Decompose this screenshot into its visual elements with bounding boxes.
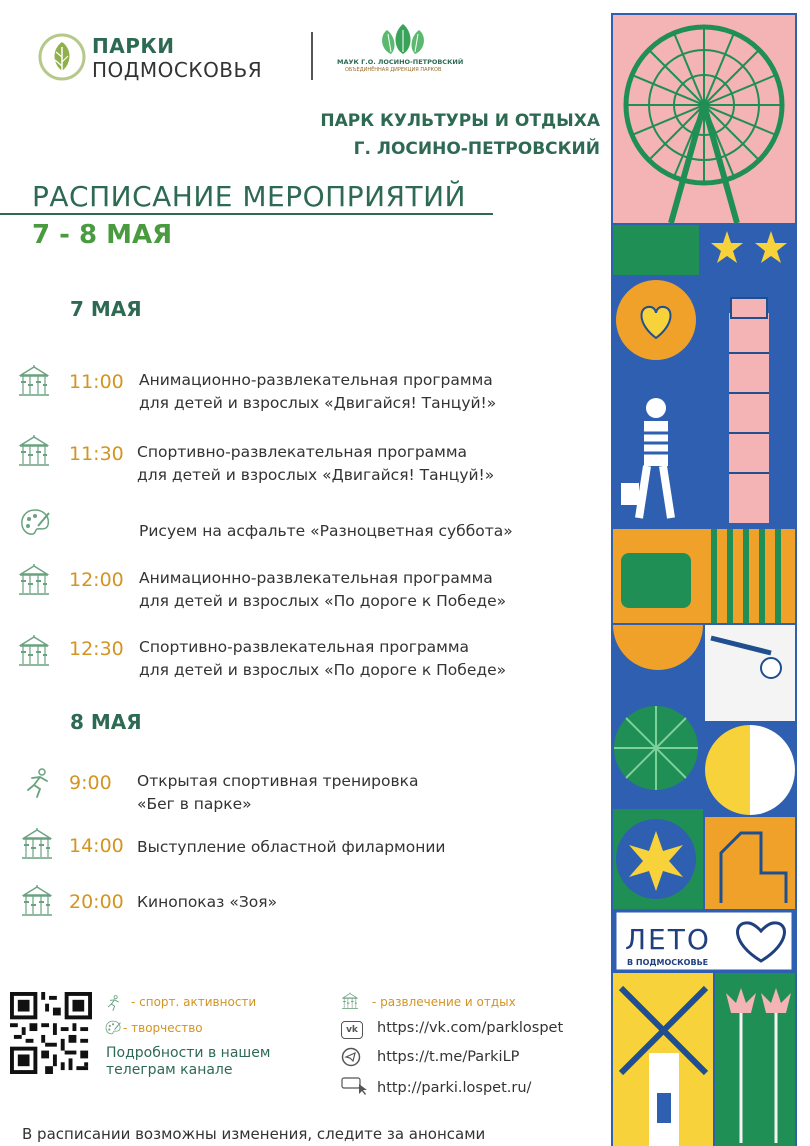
event-description [137,836,446,859]
carousel-icon [341,992,359,1010]
event-time: 12:30 [69,638,124,660]
park-name-line1: ПАРК КУЛЬТУРЫ И ОТДЫХА [320,111,600,131]
event-time: 9:00 [69,772,112,794]
event-line1: Спортивно-развлекательная программа [139,638,470,656]
event-line2: для детей и взрослых «По дороге к Победе» [139,592,507,610]
telegram-link[interactable]: https://t.me/ParkiLP [377,1049,520,1065]
event-description [139,567,506,613]
parki-logo-icon [38,33,86,81]
carousel-icon [17,563,51,597]
vk-link[interactable]: https://vk.com/parklospet [377,1020,564,1036]
mauk-subtitle: ОБЪЕДИНЁННАЯ ДИРЕКЦИЯ ПАРКОВ [345,67,442,73]
date-range: 7 - 8 МАЯ [32,220,173,250]
event-line2: «Бег в парке» [137,795,252,813]
event-time: 11:30 [69,443,124,465]
mauk-leaves-logo-icon [373,22,433,56]
park-name [320,107,600,163]
legend-sport: - спорт. активности [131,995,257,1009]
carousel-icon [20,827,54,861]
web-link-icon [341,1076,369,1096]
header-divider [311,32,313,80]
carousel-icon [17,634,51,668]
day-heading: 7 МАЯ [70,297,142,321]
legend-art: - творчество [123,1021,203,1035]
art-leto-text: ЛЕТО [625,923,711,956]
legend-leisure: - развлечение и отдых [372,995,516,1009]
event-time: 14:00 [69,835,124,857]
event-line1: Спортивно-развлекательная программа [137,443,468,461]
event-line2: для детей и взрослых «Двигайся! Танцуй!» [137,466,495,484]
event-line1: Кинопоказ «Зоя» [137,893,278,911]
event-description [137,770,418,816]
event-line1: Анимационно-развлекательная программа [139,569,493,587]
art-leto-subtext: В ПОДМОСКОВЬЕ [627,958,709,967]
event-line1: Рисуем на асфальте «Разноцветная суббота» [139,522,513,540]
event-line2: для детей и взрослых «Двигайся! Танцуй!» [139,394,497,412]
palette-icon [104,1019,122,1037]
qr-code[interactable] [10,992,92,1074]
mauk-title: МАУК Г.О. ЛОСИНО-ПЕТРОВСКИЙ [337,58,464,66]
telegram-note [106,1045,270,1079]
event-line1: Выступление областной филармонии [137,838,446,856]
carousel-icon [20,884,54,918]
event-line1: Анимационно-развлекательная программа [139,371,493,389]
vk-icon: vk [341,1021,363,1039]
footer-note: В расписании возможны изменения, следите за анонсами [22,1125,486,1143]
brand-line2: ПОДМОСКОВЬЯ [92,58,263,82]
telegram-note-line1: Подробности в нашем [106,1045,271,1061]
event-description [139,369,496,415]
event-description [139,520,513,543]
runner-icon [20,766,54,800]
palette-icon [18,506,52,540]
event-time: 11:00 [69,371,124,393]
event-time: 12:00 [69,569,124,591]
event-description [137,441,494,487]
park-name-line2: Г. ЛОСИНО-ПЕТРОВСКИЙ [353,139,600,159]
brand-line1: ПАРКИ [92,34,175,58]
summer-art-panel [611,13,797,1146]
telegram-note-line2: телеграм канале [106,1062,233,1078]
event-description [139,636,506,682]
title-underline [0,213,493,215]
day-heading: 8 МАЯ [70,710,142,734]
event-time: 20:00 [69,891,124,913]
carousel-icon [17,364,51,398]
event-line2: для детей и взрослых «По дороге к Победе» [139,661,507,679]
telegram-icon [341,1047,361,1067]
page-title: РАСПИСАНИЕ МЕРОПРИЯТИЙ [32,180,466,213]
carousel-icon [17,434,51,468]
runner-icon [104,994,122,1012]
website-link[interactable]: http://parki.lospet.ru/ [377,1080,532,1096]
event-line1: Открытая спортивная тренировка [137,772,419,790]
event-description [137,891,277,914]
